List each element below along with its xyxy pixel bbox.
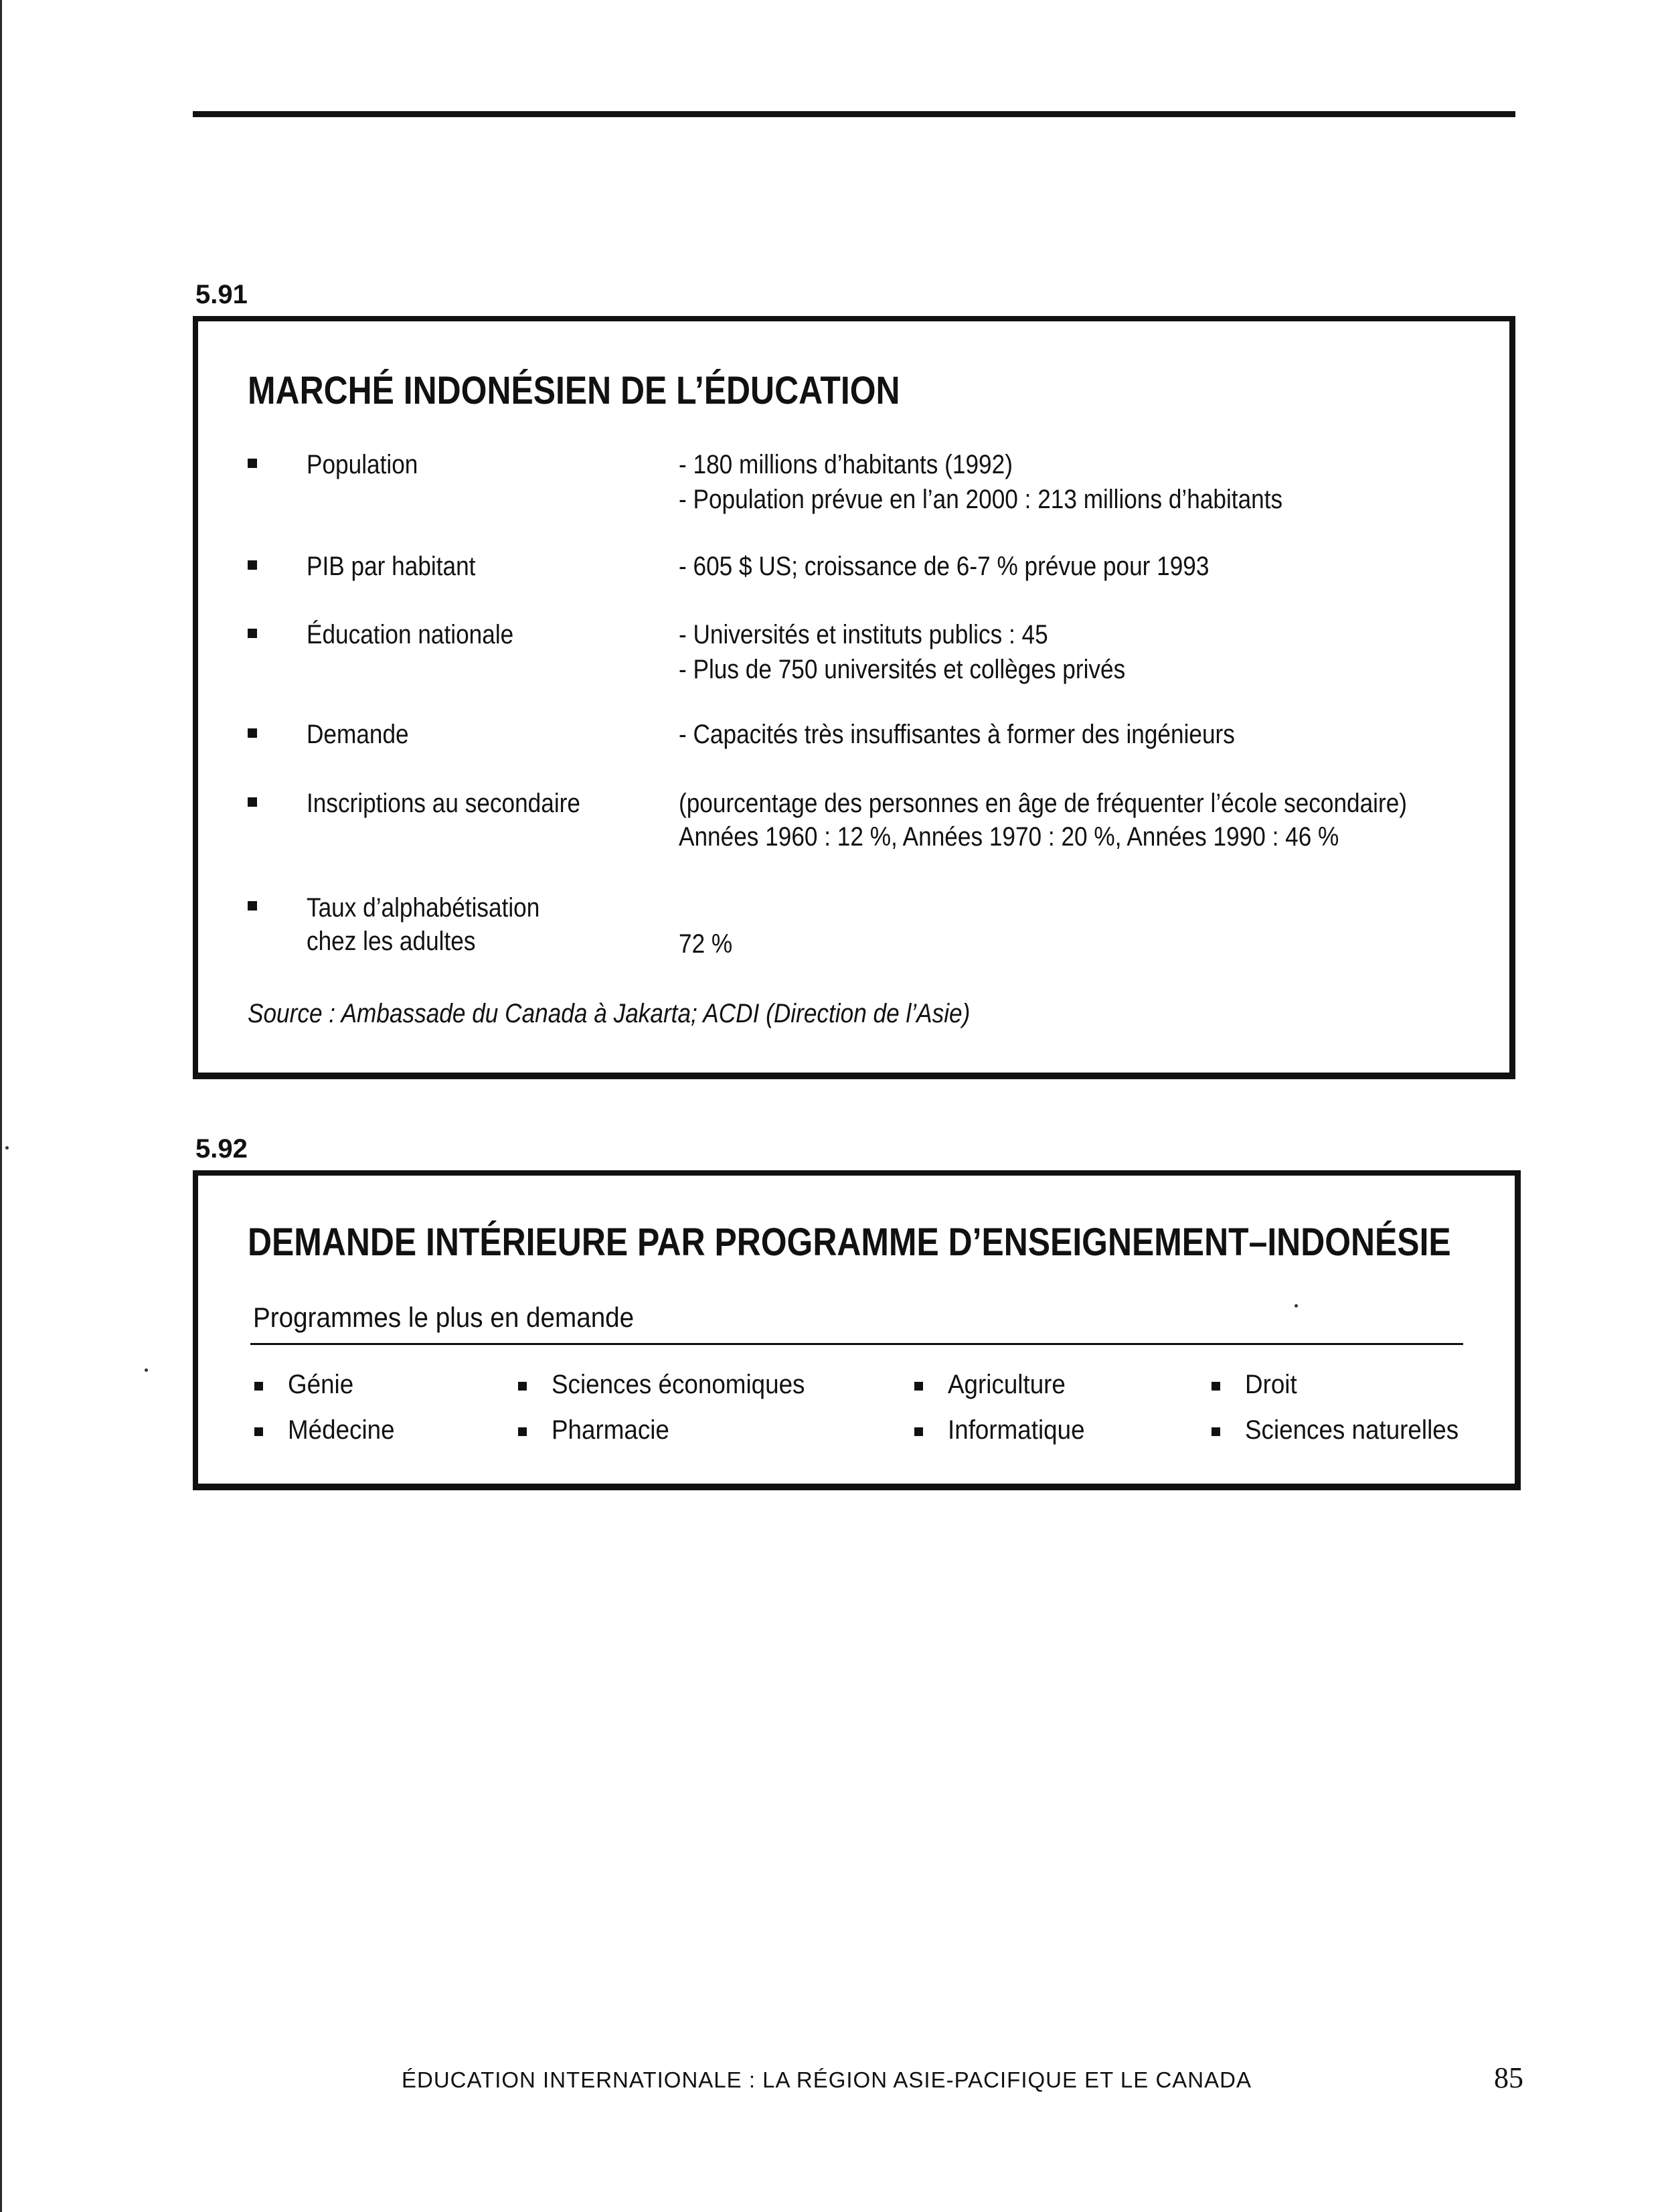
row-label: Inscriptions au secondaire <box>307 789 580 818</box>
footer-title: ÉDUCATION INTERNATIONALE : LA RÉGION ASIE-PACIFIQUE ET LE CANADA <box>402 2067 1252 2092</box>
bullet-icon <box>518 1427 527 1436</box>
scan-speck <box>145 1368 148 1372</box>
education-market-box <box>193 316 1515 1079</box>
program-item: Agriculture <box>948 1370 1066 1399</box>
page-number: 85 <box>1494 2061 1523 2094</box>
top-rule <box>193 111 1515 117</box>
section-number: 5.91 <box>195 280 248 309</box>
row-value: - Capacités très insuffisantes à former des ingénieurs <box>679 720 1235 749</box>
program-item: Sciences économiques <box>552 1370 805 1399</box>
program-item: Génie <box>288 1370 354 1399</box>
scan-speck <box>5 1146 9 1150</box>
box-title: DEMANDE INTÉRIEURE PAR PROGRAMME D’ENSEIGNEMENT–INDONÉSIE <box>248 1220 1451 1264</box>
row-label: Taux d’alphabétisation <box>307 893 540 923</box>
bullet-icon <box>914 1382 923 1391</box>
bullet-icon <box>254 1427 263 1436</box>
program-item: Droit <box>1245 1370 1297 1399</box>
bullet-icon <box>248 629 257 638</box>
row-label: chez les adultes <box>307 927 476 956</box>
row-value: - Plus de 750 universités et collèges privés <box>679 655 1126 684</box>
row-value: - 180 millions d’habitants (1992) <box>679 450 1013 479</box>
bullet-icon <box>248 901 257 911</box>
bullet-icon <box>254 1382 263 1391</box>
row-label: PIB par habitant <box>307 552 476 581</box>
row-value: (pourcentage des personnes en âge de fréquenter l’école secondaire) <box>679 789 1408 818</box>
bullet-icon <box>248 459 257 468</box>
program-item: Médecine <box>288 1415 395 1445</box>
bullet-icon <box>1212 1382 1220 1391</box>
row-label: Éducation nationale <box>307 620 514 649</box>
program-demand-box <box>193 1170 1521 1490</box>
row-value: 72 % <box>679 929 733 959</box>
bullet-icon <box>914 1427 923 1436</box>
row-value: Années 1960 : 12 %, Années 1970 : 20 %, Années 1990 : 46 % <box>679 822 1339 852</box>
box-title: MARCHÉ INDONÉSIEN DE L’ÉDUCATION <box>248 369 900 412</box>
source-note: Source : Ambassade du Canada à Jakarta; ACDI (Direction de l’Asie) <box>248 999 971 1028</box>
section-number: 5.92 <box>195 1134 248 1164</box>
row-label: Population <box>307 450 418 479</box>
subheading-rule <box>250 1343 1463 1345</box>
program-item: Pharmacie <box>552 1415 669 1445</box>
bullet-icon <box>248 560 257 570</box>
scan-speck <box>1295 1304 1298 1308</box>
row-value: - Universités et instituts publics : 45 <box>679 620 1048 649</box>
page-edge-line <box>0 0 2 2212</box>
bullet-icon <box>248 728 257 738</box>
row-label: Demande <box>307 720 409 749</box>
programs-subheading: Programmes le plus en demande <box>253 1301 635 1333</box>
bullet-icon <box>1212 1427 1220 1436</box>
bullet-icon <box>518 1382 527 1391</box>
program-item: Informatique <box>948 1415 1085 1445</box>
row-value: - Population prévue en l’an 2000 : 213 millions d’habitants <box>679 485 1283 514</box>
program-item: Sciences naturelles <box>1245 1415 1459 1445</box>
row-value: - 605 $ US; croissance de 6-7 % prévue pour 1993 <box>679 552 1210 581</box>
bullet-icon <box>248 797 257 807</box>
